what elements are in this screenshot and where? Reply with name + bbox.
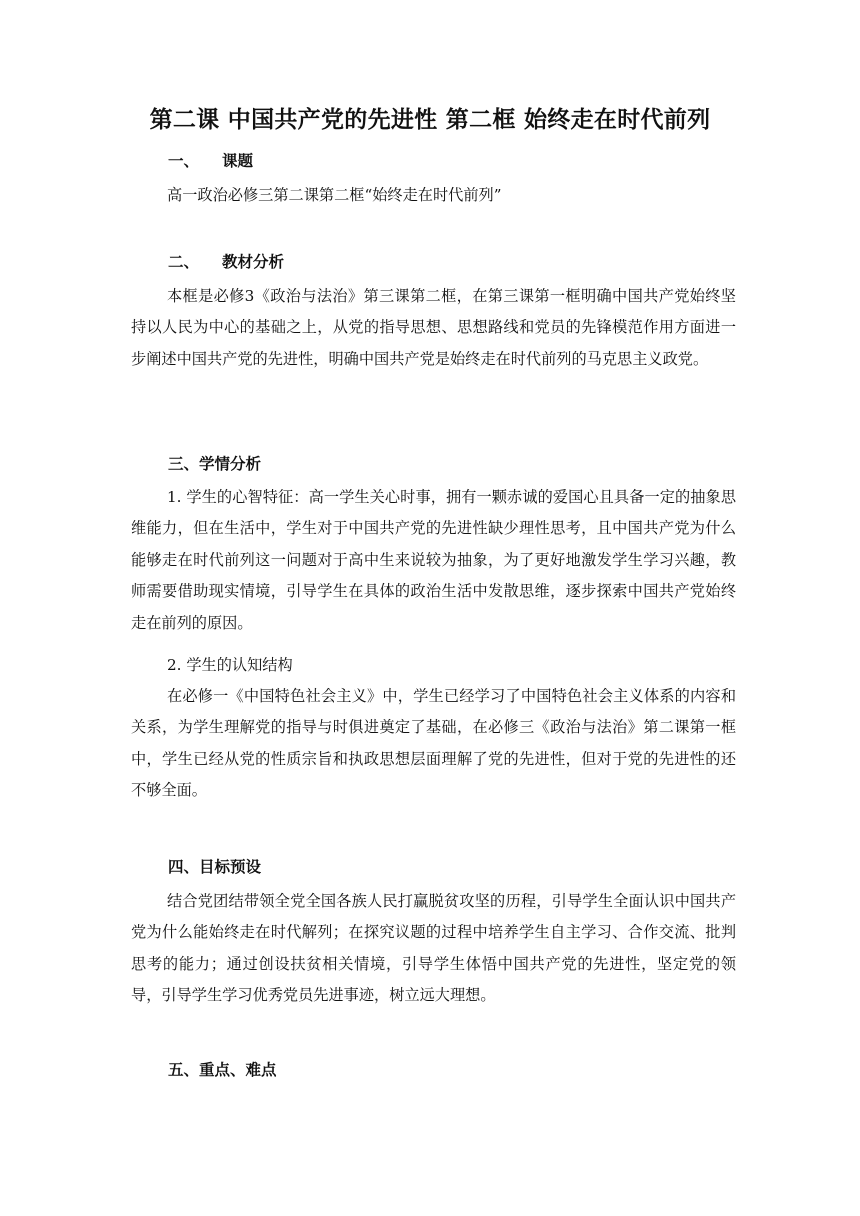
section-label: 课题 bbox=[222, 152, 254, 170]
section-label: 学情分析 bbox=[199, 455, 262, 473]
section-heading-key-points bbox=[168, 1058, 277, 1082]
learner-item-2-text: 在必修一《中国特色社会主义》中，学生已经学习了中国特色社会主义体系的内容和关系，为学生理解党的指导与时俱进奠定了基础，在必修三《政治与法治》第二课第一框中，学生已经从党的性质宗旨和执政思想层面理解了党的先进性，但对于党的先进性的还不够全面。 bbox=[131, 687, 736, 800]
learner-item-2-title: 2. 学生的认知结构 bbox=[167, 656, 293, 674]
document-title: 第二课 中国共产党的先进性 第二框 始终走在时代前列 bbox=[149, 107, 711, 133]
section-number: 三、 bbox=[168, 455, 200, 473]
section-paragraph-objectives: 结合党团结带领全党全国各族人民打赢脱贫攻坚的历程，引导学生全面认识中国共产党为什么能始终走在时代解列；在探究议题的过程中培养学生自主学习、合作交流、批判思考的能力；通过创设扶贫相关情境，引导学生体悟中国共产党的先进性，坚定党的领导，引导学生学习优秀党员先进事迹，树立远大理想。 bbox=[131, 892, 736, 1005]
section-number: 四、 bbox=[168, 858, 200, 876]
section-heading-topic bbox=[168, 149, 253, 173]
section-paragraph-textbook-analysis: 本框是必修3《政治与法治》第三课第二框，在第三课第一框明确中国共产党始终坚持以人民为中心的基础之上，从党的指导思想、思想路线和党员的先锋模范作用方面进一步阐述中国共产党的先进性，明确中国共产党是始终走在时代前列的马克思主义政党。 bbox=[131, 287, 736, 368]
section-heading-objectives bbox=[168, 855, 261, 879]
section-label: 重点、难点 bbox=[199, 1061, 277, 1079]
section-label: 目标预设 bbox=[199, 858, 262, 876]
section-number: 二、 bbox=[168, 253, 200, 271]
section-heading-learner-analysis bbox=[168, 452, 261, 476]
learner-item-1-title: 1. 学生的心智特征： bbox=[167, 488, 309, 506]
section-number: 一、 bbox=[168, 152, 200, 170]
section-paragraph-topic: 高一政治必修三第二课第二框“始终走在时代前列” bbox=[167, 186, 502, 204]
section-number: 五、 bbox=[168, 1061, 200, 1079]
section-label: 教材分析 bbox=[222, 253, 285, 271]
section-heading-textbook-analysis bbox=[168, 250, 284, 274]
learner-item-1 bbox=[131, 482, 736, 639]
learner-item-1-text: 高一学生关心时事，拥有一颗赤诚的爱国心且具备一定的抽象思维能力，但在生活中，学生对于中国共产党的先进性缺少理性思考，且中国共产党为什么能够走在时代前列这一问题对于高中生来说较为抽象，为了更好地激发学生学习兴趣，教师需要借助现实情境，引导学生在具体的政治生活中发散思维，逐步探索中国共产党始终走在前列的原因。 bbox=[131, 488, 737, 632]
